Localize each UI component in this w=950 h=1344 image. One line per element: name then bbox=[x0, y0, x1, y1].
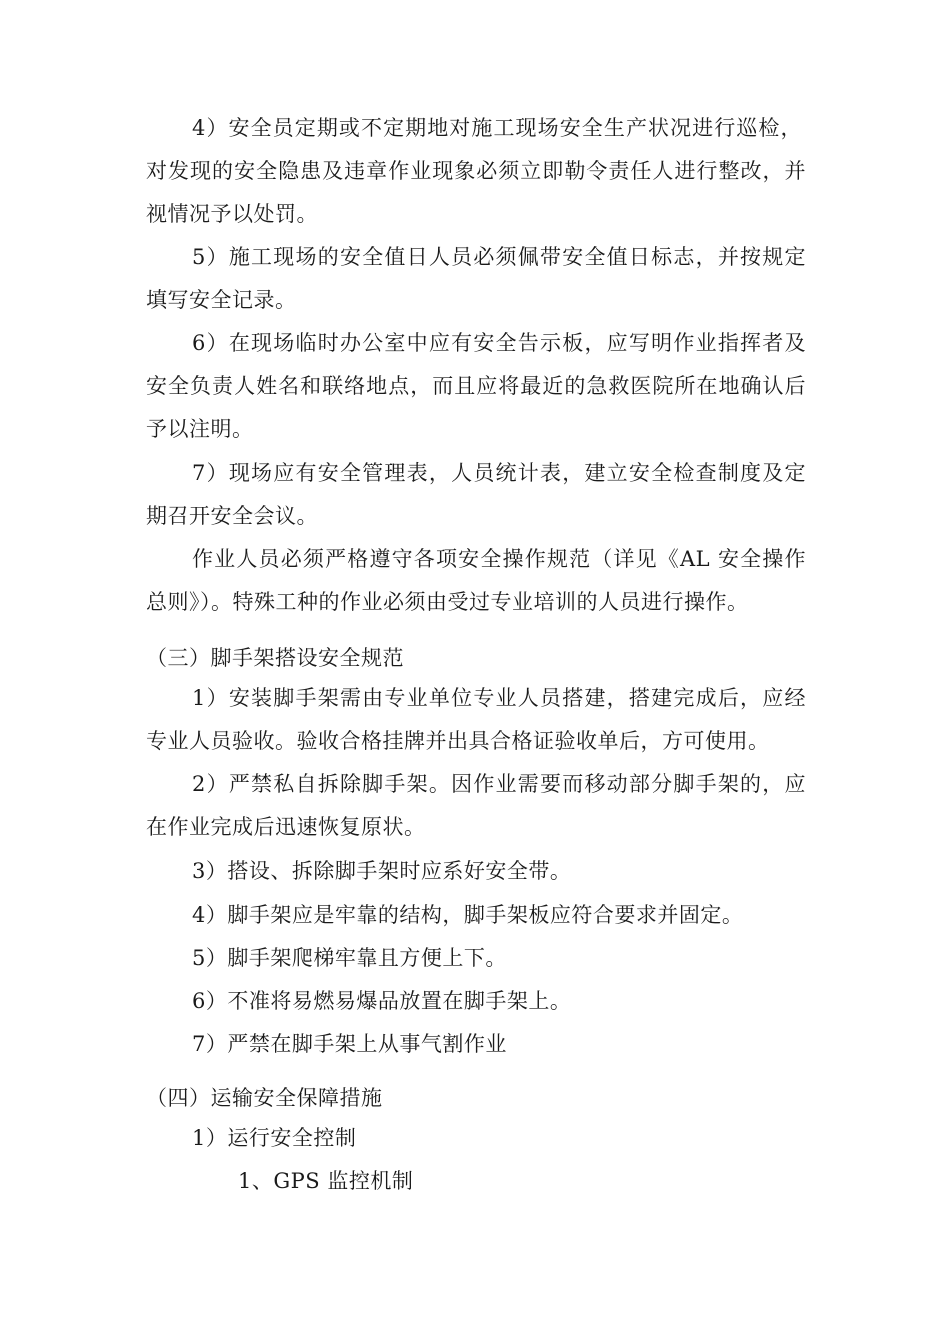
paragraph-line: 6）在现场临时办公室中应有安全告示板，应写明作业指挥者及 bbox=[192, 331, 806, 355]
list-item: 4）脚手架应是牢靠的结构，脚手架板应符合要求并固定。 bbox=[192, 903, 744, 927]
list-item: 1、GPS 监控机制 bbox=[238, 1169, 414, 1193]
paragraph-line: 作业人员必须严格遵守各项安全操作规范（详见《AL 安全操作 bbox=[192, 547, 806, 571]
list-item: 3）搭设、拆除脚手架时应系好安全带。 bbox=[192, 859, 572, 883]
paragraph-line: 7）现场应有安全管理表，人员统计表，建立安全检查制度及定 bbox=[192, 461, 806, 485]
section-heading: （四）运输安全保障措施 bbox=[146, 1086, 383, 1110]
paragraph-line: 4）安全员定期或不定期地对施工现场安全生产状况进行巡检， bbox=[192, 116, 802, 140]
paragraph-line: 专业人员验收。验收合格挂牌并出具合格证验收单后，方可使用。 bbox=[146, 729, 770, 753]
paragraph-line: 在作业完成后迅速恢复原状。 bbox=[146, 815, 426, 839]
paragraph-line: 1）安装脚手架需由专业单位专业人员搭建，搭建完成后，应经 bbox=[192, 686, 806, 710]
paragraph-line: 予以注明。 bbox=[146, 417, 254, 441]
list-item: 1）运行安全控制 bbox=[192, 1126, 357, 1150]
paragraph-line: 填写安全记录。 bbox=[146, 288, 297, 312]
paragraph-line: 2）严禁私自拆除脚手架。因作业需要而移动部分脚手架的，应 bbox=[192, 772, 806, 796]
paragraph-line: 视情况予以处罚。 bbox=[146, 202, 318, 226]
paragraph-line: 总则》）。特殊工种的作业必须由受过专业培训的人员进行操作。 bbox=[146, 590, 749, 614]
list-item: 6）不准将易燃易爆品放置在脚手架上。 bbox=[192, 989, 572, 1013]
paragraph-line: 对发现的安全隐患及违章作业现象必须立即勒令责任人进行整改，并 bbox=[146, 159, 806, 183]
list-item: 5）脚手架爬梯牢靠且方便上下。 bbox=[192, 946, 507, 970]
section-heading: （三）脚手架搭设安全规范 bbox=[146, 646, 404, 670]
paragraph-line: 安全负责人姓名和联络地点，而且应将最近的急救医院所在地确认后 bbox=[146, 374, 806, 398]
paragraph-line: 5）施工现场的安全值日人员必须佩带安全值日标志，并按规定 bbox=[192, 245, 806, 269]
paragraph-line: 期召开安全会议。 bbox=[146, 504, 318, 528]
list-item: 7）严禁在脚手架上从事气割作业 bbox=[192, 1032, 507, 1056]
